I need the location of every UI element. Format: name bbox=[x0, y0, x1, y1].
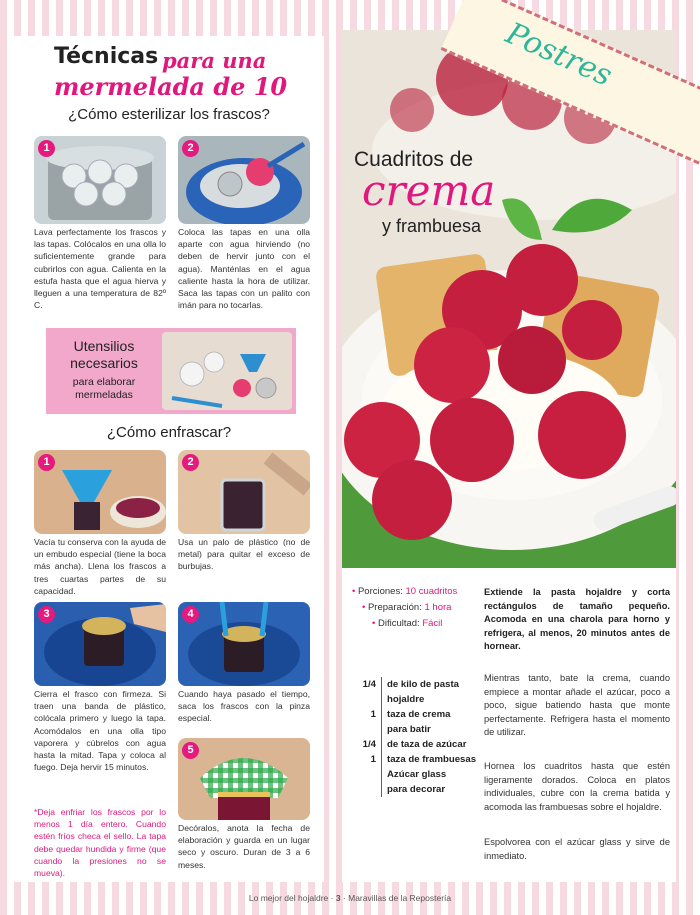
info-value: Fácil bbox=[422, 618, 443, 629]
tip-note: *Deja enfriar los frascos por lo menos 1 día entero. Cuando estén fríos checa el sello. La tapa debe quedar hundida y firme (que cuando la presiones no se mueva). bbox=[34, 807, 166, 879]
ingredient-description: taza de frambuesas bbox=[381, 752, 480, 767]
bullet: • bbox=[372, 618, 376, 629]
jar-photo-5 bbox=[178, 738, 310, 820]
ingredient-quantity bbox=[350, 767, 381, 782]
ingredient-row bbox=[350, 707, 480, 722]
bullet: • bbox=[362, 602, 366, 613]
ingredient-description: de taza de azúcar bbox=[381, 737, 480, 752]
ingredient-quantity: 1/4 bbox=[362, 679, 376, 690]
ingredient-row bbox=[350, 737, 480, 752]
info-label: Preparación: bbox=[367, 602, 422, 613]
ingredient-quantity: 1 bbox=[370, 709, 376, 720]
title-para-una: para una bbox=[162, 48, 267, 73]
ingredient-row bbox=[350, 752, 480, 767]
ingredient-description: para decorar bbox=[381, 782, 480, 797]
ingredient-row bbox=[350, 677, 480, 692]
recipe-panel bbox=[342, 30, 676, 882]
jar-step-4-text: Cuando haya pasado el tiempo, saca los frascos con la pinza especial. bbox=[178, 689, 310, 724]
step-number-badge: 2 bbox=[182, 140, 199, 157]
info-value: 1 hora bbox=[424, 602, 452, 613]
sterilize-photo-1 bbox=[34, 136, 166, 224]
title-mermelada: mermelada de 10 bbox=[54, 72, 288, 101]
info-value: 10 cuadritos bbox=[405, 586, 458, 597]
step-number-badge: 1 bbox=[38, 454, 55, 471]
recipe-step-3: Hornea los cuadritos hasta que estén ligeramente dorados. Coloca en platos individuales, cubre con la crema batida y acomoda las frambuesas sobre el hojaldre. bbox=[484, 761, 670, 812]
banner-label: Postres bbox=[500, 16, 618, 94]
step-number-badge: 3 bbox=[38, 606, 55, 623]
utensils-image bbox=[162, 332, 292, 410]
ingredient-description: de kilo de pasta bbox=[381, 677, 480, 692]
footer-magazine-section: Lo mejor del hojaldre bbox=[248, 893, 329, 903]
recipe-title-line3: y frambuesa bbox=[382, 216, 482, 236]
info-portions bbox=[352, 586, 457, 597]
page-footer: Lo mejor del hojaldre · 3 · Maravillas de la Repostería bbox=[248, 893, 452, 903]
jar-photo-4 bbox=[178, 602, 310, 686]
jar-photo-2 bbox=[178, 450, 310, 534]
recipe-step-4: Espolvorea con el azúcar glass y sirve de inmediato. bbox=[484, 837, 670, 861]
title-tecnicas: Técnicas bbox=[54, 44, 159, 69]
step-number-badge: 1 bbox=[38, 140, 55, 157]
info-label: Dificultad: bbox=[377, 618, 420, 629]
jar-heading: ¿Cómo enfrascar? bbox=[106, 424, 232, 441]
ingredient-description: hojaldre bbox=[381, 692, 480, 707]
recipe-title-line1: Cuadritos de bbox=[354, 148, 474, 171]
ingredient-row bbox=[350, 782, 480, 797]
sterilize-photo-2 bbox=[178, 136, 310, 224]
jar-step-5-text: Decóralos, anota la fecha de elaboración y guarda en un lugar seco y oscuro. Duran de 3 a 6 meses. bbox=[178, 823, 310, 870]
utensils-subtitle: para elaborar mermeladas bbox=[72, 376, 136, 401]
ingredient-description: Azúcar glass bbox=[381, 767, 480, 782]
footer-magazine-title: Maravillas de la Repostería bbox=[348, 893, 452, 903]
ingredient-description: taza de crema bbox=[381, 707, 480, 722]
ingredient-row bbox=[350, 692, 480, 707]
ingredient-row bbox=[350, 767, 480, 782]
utensils-photo bbox=[162, 332, 292, 410]
recipe-step-1: Extiende la pasta hojaldre y corta rectángulos de tamaño pequeño. Acomoda en una charola para horno y refrigera, al menos, 20 minutos antes de hornear. bbox=[484, 587, 670, 651]
jar-step-1-text: Vacía tu conserva con la ayuda de un embudo especial (tiene la boca más ancha). Llena los frascos a tres cuartas partes de su capacidad. bbox=[34, 537, 166, 596]
ingredient-quantity bbox=[350, 722, 381, 737]
sterilize-step-1-text: Lava perfectamente los frascos y las tapas. Colócalos en una olla lo suficientemente grande para cubrirlos con agua. Calienta en la estufa hasta que el agua hierva y lleguen a una temperatura de 82º C. bbox=[34, 227, 166, 311]
ingredient-row bbox=[350, 722, 480, 737]
utensils-box bbox=[46, 328, 296, 414]
info-label: Porciones: bbox=[357, 586, 403, 597]
sterilize-step-2-text: Coloca las tapas en una olla aparte con agua hirviendo (no deben de hervir junto con el agua). Manténlas en el agua caliente hasta la hora de utilizar. Saca las tapas con un palito con imán para no tocarlas. bbox=[178, 227, 310, 311]
jar-photo-1 bbox=[34, 450, 166, 534]
ingredient-quantity bbox=[350, 692, 381, 707]
ingredient-quantity bbox=[350, 782, 381, 797]
step-number-badge: 5 bbox=[182, 742, 199, 759]
sterilize-heading: ¿Cómo esterilizar los frascos? bbox=[68, 106, 270, 123]
techniques-panel bbox=[14, 36, 324, 882]
ingredient-quantity: 1/4 bbox=[362, 739, 376, 750]
jar-step-2-text: Usa un palo de plástico (no de metal) para quitar el exceso de burbujas. bbox=[178, 537, 310, 572]
jar-step-3-text: Cierra el frasco con firmeza. Si traen una banda de plástico, colócala primero y luego la tapa. Acomódalos en una olla tipo vaporera y cúbrelos con agua hasta la mitad. Tapa y coloca al fuego. Deja hervir 15 minutos. bbox=[34, 689, 166, 773]
ingredient-description: para batir bbox=[381, 722, 480, 737]
ingredients-list bbox=[350, 677, 480, 797]
step-number-badge: 4 bbox=[182, 606, 199, 623]
ingredient-quantity: 1 bbox=[370, 754, 376, 765]
jar-photo-3 bbox=[34, 602, 166, 686]
info-preparation bbox=[362, 602, 451, 613]
recipe-step-2: Mientras tanto, bate la crema, cuando empiece a montar añade el azúcar, poco a poco, sigue batiendo hasta que monte perfectamente. Refrigera hasta el momento de utilizar. bbox=[484, 673, 670, 737]
page-number: 3 bbox=[335, 893, 341, 903]
step-number-badge: 2 bbox=[182, 454, 199, 471]
info-difficulty bbox=[372, 618, 442, 629]
bullet: • bbox=[352, 586, 356, 597]
utensils-title: Utensilios necesarios bbox=[70, 338, 138, 371]
recipe-title-crema: crema bbox=[362, 166, 496, 215]
